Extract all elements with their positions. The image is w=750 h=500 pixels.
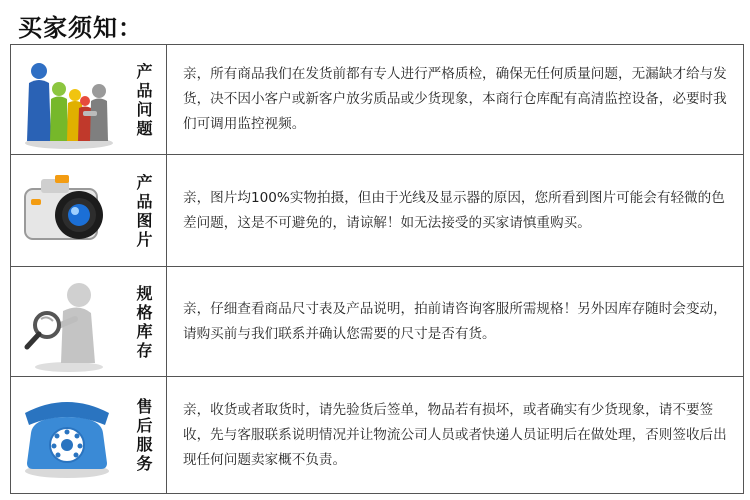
telephone-icon [11,377,123,493]
row-description: 亲，图片均100%实物拍摄，但由于光线及显示器的原因，您所看到图片可能会有轻微的色差问题，这是不可避免的，请谅解！如无法接受的买家请慎重购买。 [183,189,725,231]
page-title: 买家须知： [18,14,143,42]
camera-icon [11,155,123,266]
magnifier-figure-icon [11,267,123,376]
row-label: 产品图片 [136,172,153,249]
business-people-icon [11,45,123,154]
notice-row-after-sales [11,377,743,493]
notice-row-spec-stock [11,267,743,377]
row-description: 亲，收货或者取货时，请先验货后签单，物品若有损坏，或者确实有少货现象，请不要签收，先与客服联系说明情况并让物流公司人员或者快递人员证明后在做处理，否则签收后出现任何问题卖家概不负责。 [183,401,727,468]
notice-row-product-images [11,155,743,267]
row-label: 售后服务 [136,397,153,473]
notice-table [10,44,744,494]
row-label: 产品问题 [136,61,153,138]
notice-row-product-issue [11,45,743,155]
row-description: 亲，所有商品我们在发货前都有专人进行严格质检，确保无任何质量问题，无漏缺才给与发货，决不因小客户或新客户放劣质品或少货现象，本商行仓库配有高清监控设备，必要时我们可调用监控视频。 [183,66,727,132]
row-label: 规格库存 [136,283,153,360]
row-description: 亲，仔细查看商品尺寸表及产品说明，拍前请咨询客服所需规格！另外因库存随时会变动，请购买前与我们联系并确认您需要的尺寸是否有货。 [183,300,727,342]
